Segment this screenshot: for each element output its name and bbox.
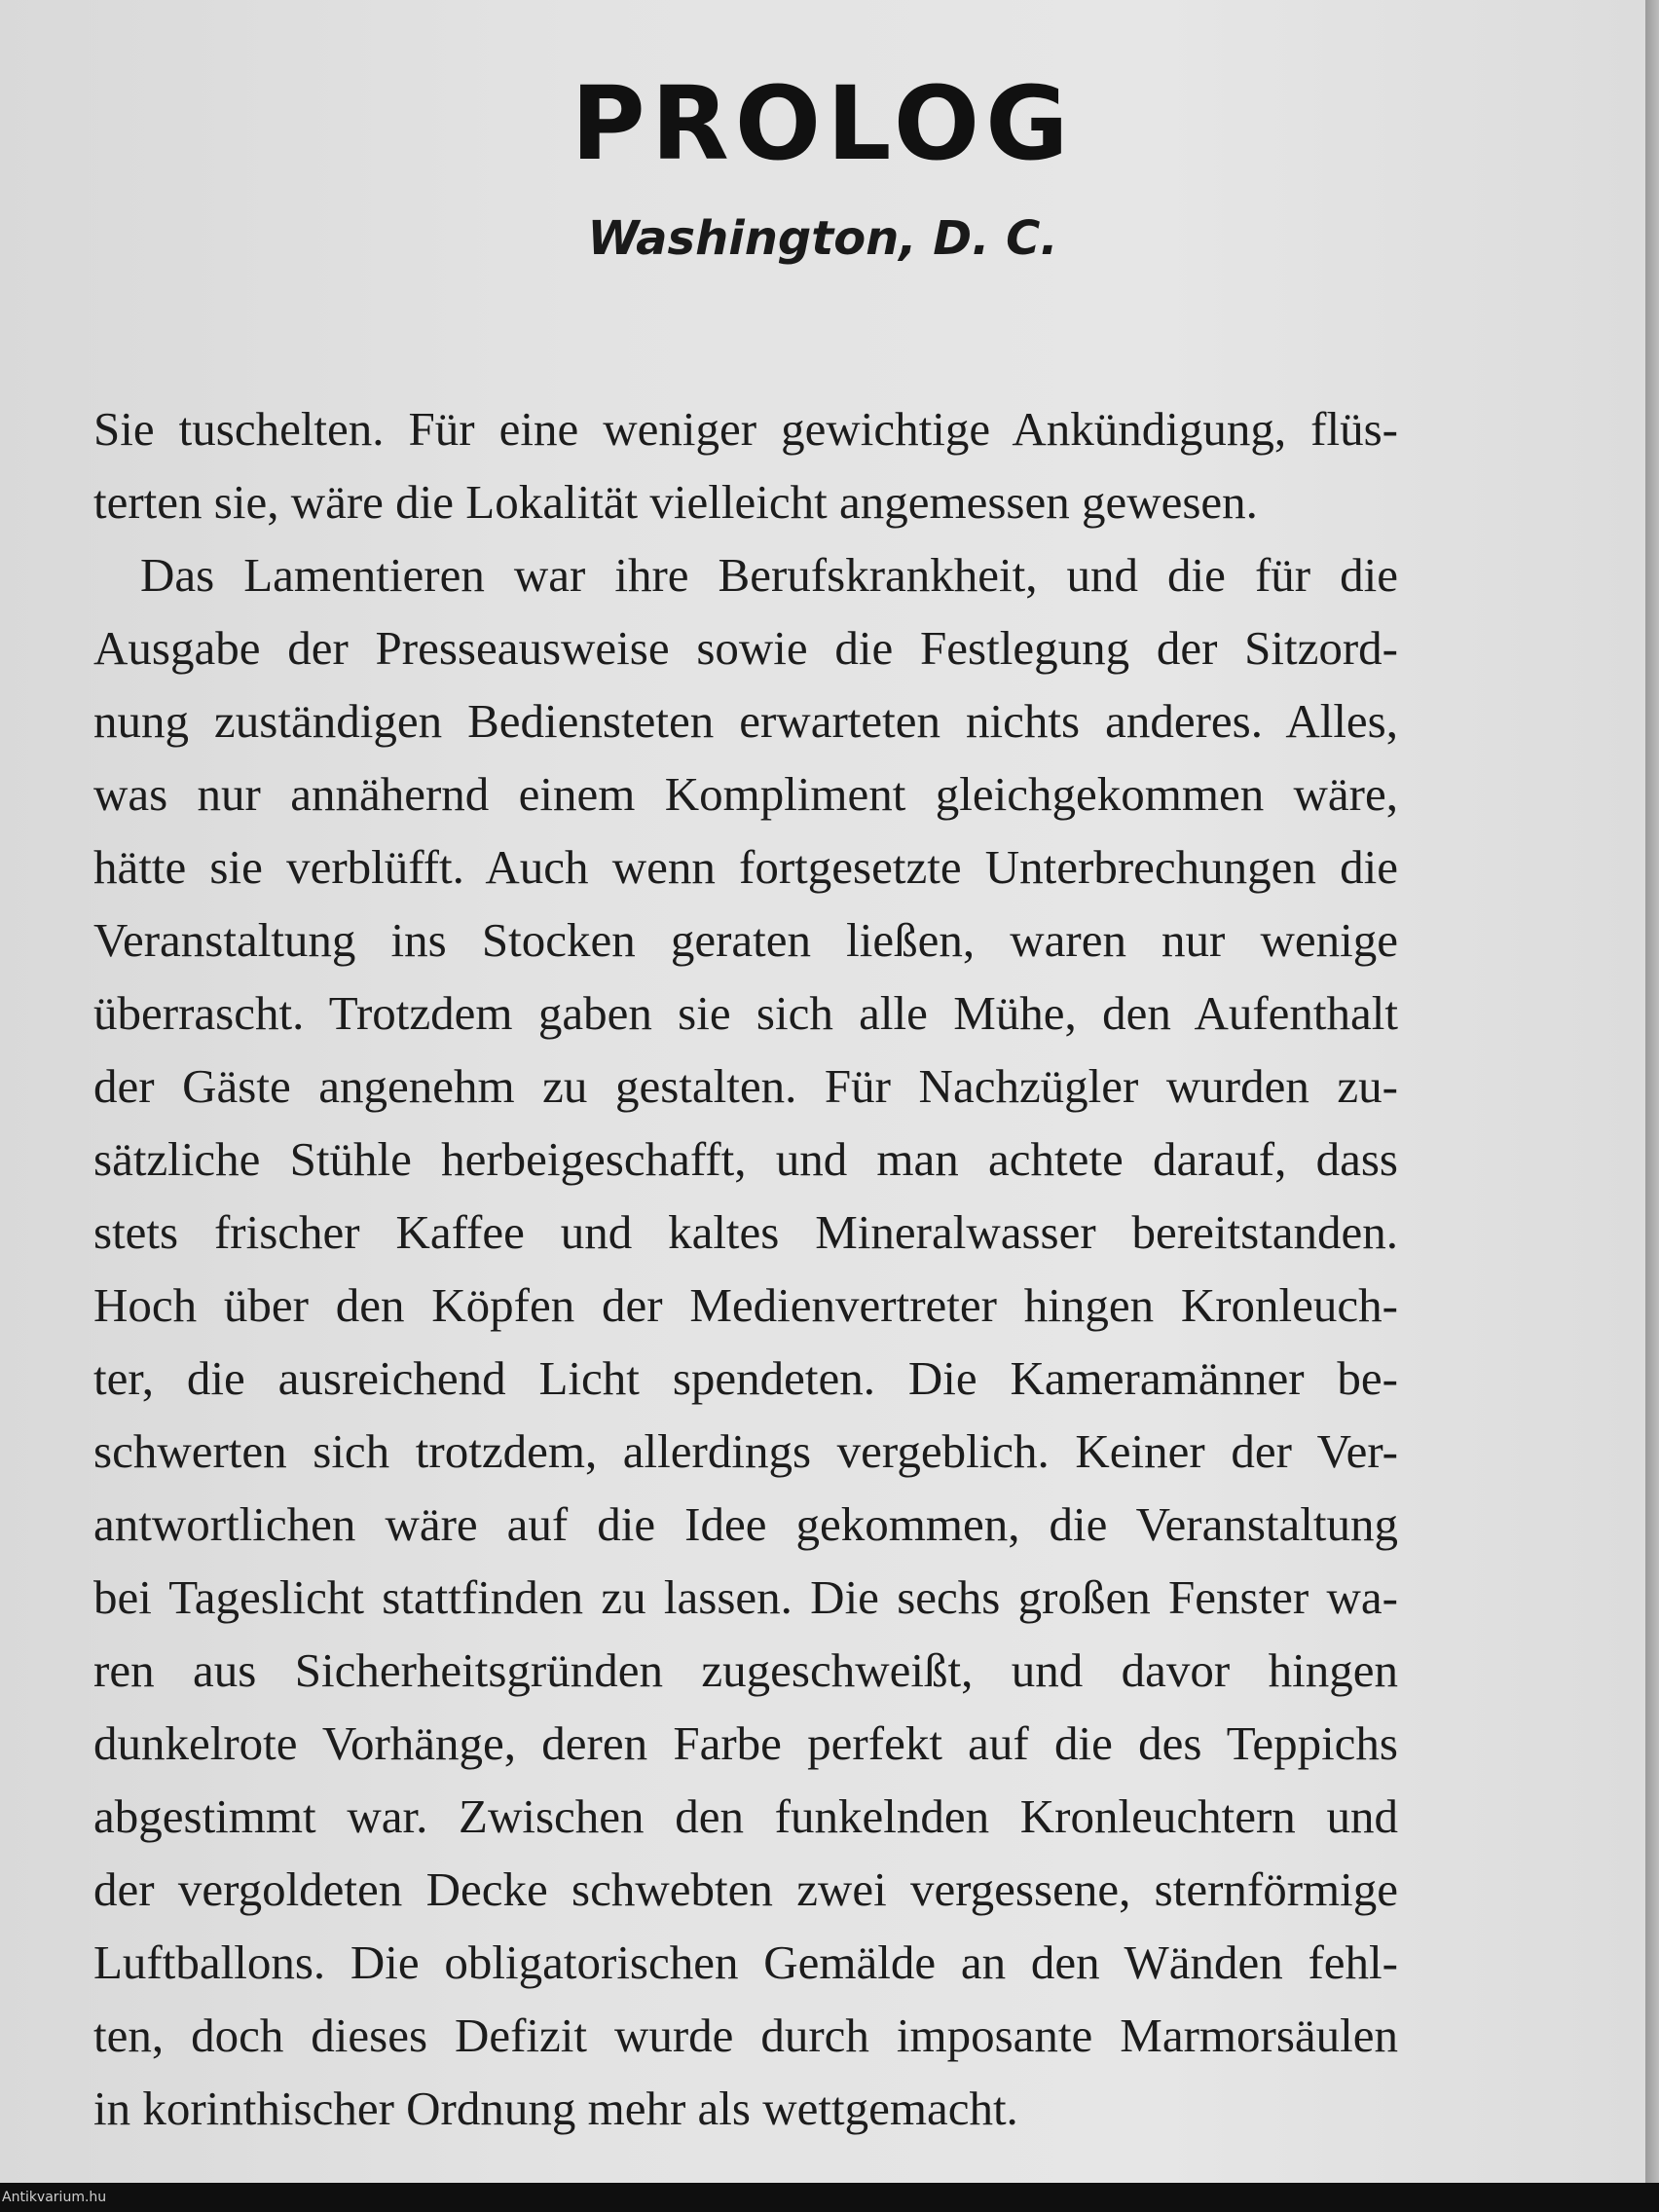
page-edge: [1645, 0, 1659, 2212]
text-line: Hoch über den Köpfen der Medienvertreter hingen Kronleuch-: [93, 1278, 1398, 1332]
chapter-title: PROLOG: [571, 64, 1075, 183]
text-line: nung zuständigen Bediensteten erwarteten nichts anderes. Alles,: [93, 694, 1398, 748]
text-line: ren aus Sicherheitsgründen zugeschweißt, und davor hingen: [93, 1643, 1398, 1697]
text-line: ter, die ausreichend Licht spendeten. Die Kameramänner be-: [93, 1351, 1398, 1405]
text-line: überrascht. Trotzdem gaben sie sich alle Mühe, den Aufenthalt: [93, 986, 1398, 1040]
text-line: terten sie, wäre die Lokalität vielleicht angemessen gewesen.: [93, 475, 1258, 529]
text-line: der Gäste angenehm zu gestalten. Für Nachzügler wurden zu-: [93, 1059, 1398, 1113]
text-line: Sie tuschelten. Für eine weniger gewichtige Ankündigung, flüs-: [93, 402, 1398, 456]
text-line: ten, doch dieses Defizit wurde durch imposante Marmorsäulen: [93, 2009, 1398, 2062]
text-line: stets frischer Kaffee und kaltes Mineralwasser bereitstanden.: [93, 1205, 1398, 1259]
text-line: bei Tageslicht stattfinden zu lassen. Die sechs großen Fenster wa-: [93, 1570, 1398, 1624]
chapter-location: Washington, D. C.: [587, 211, 1058, 266]
text-line: Luftballons. Die obligatorischen Gemälde an den Wänden fehl-: [93, 1936, 1398, 1989]
text-line: was nur annähernd einem Kompliment gleichgekommen wäre,: [93, 767, 1398, 821]
text-line: abgestimmt war. Zwischen den funkelnden Kronleuchtern und: [93, 1789, 1398, 1843]
text-line: antwortlichen wäre auf die Idee gekommen, die Veranstaltung: [93, 1497, 1398, 1551]
text-line: der vergoldeten Decke schwebten zwei vergessene, sternförmige: [93, 1862, 1398, 1916]
text-line: hätte sie verblüfft. Auch wenn fortgesetzte Unterbrechungen die: [93, 840, 1398, 894]
text-line: dunkelrote Vorhänge, deren Farbe perfekt auf die des Teppichs: [93, 1716, 1398, 1770]
bottom-strip: [0, 2183, 1659, 2212]
text-line: Ausgabe der Presseausweise sowie die Festlegung der Sitzord-: [93, 621, 1398, 675]
text-line: schwerten sich trotzdem, allerdings vergeblich. Keiner der Ver-: [93, 1424, 1398, 1478]
watermark: Antikvarium.hu: [2, 2190, 107, 2205]
text-line: in korinthischer Ordnung mehr als wettgemacht.: [93, 2082, 1018, 2135]
text-line: Das Lamentieren war ihre Berufskrankheit, und die für die: [140, 548, 1398, 602]
text-line: sätzliche Stühle herbeigeschafft, und man achtete darauf, dass: [93, 1132, 1398, 1186]
text-line: Veranstaltung ins Stocken geraten ließen, waren nur wenige: [93, 913, 1398, 967]
prologue-body: [93, 392, 1398, 2145]
